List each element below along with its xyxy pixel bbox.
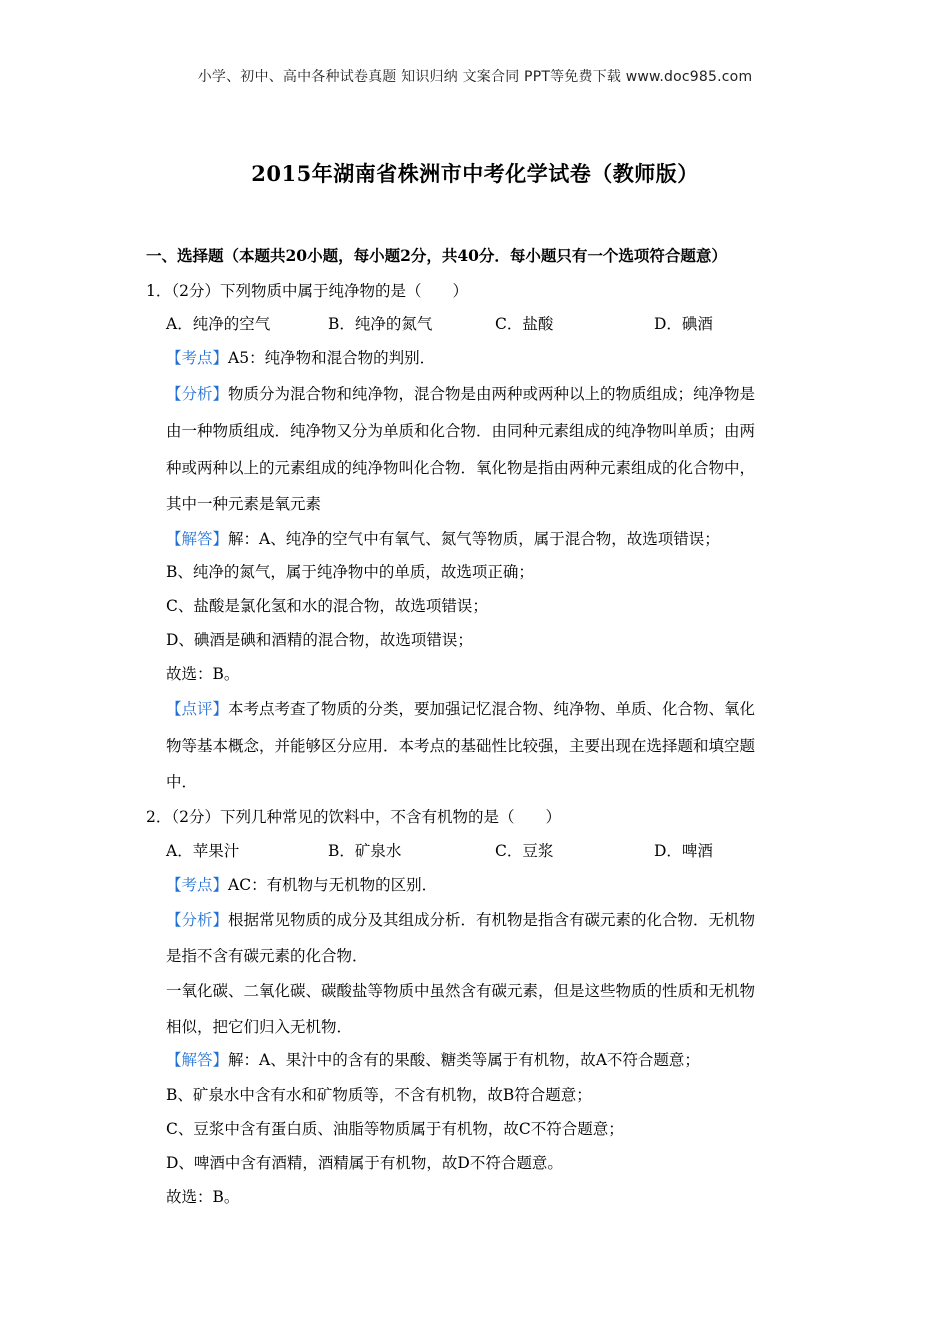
question-2-fenxi-line-1 — [166, 910, 755, 930]
question-2-jieda-line-2: B、矿泉水中含有水和矿物质等，不含有机物，故B符合题意； — [166, 1086, 592, 1104]
question-2-fenxi-line-2: 是指不含有碳元素的化合物． — [166, 947, 368, 965]
question-2-fenxi-line-4: 相似，把它们归入无机物． — [166, 1018, 353, 1036]
question-1-fenxi-line-4: 其中一种元素是氧元素 — [166, 495, 322, 513]
option-b: B．纯净的氮气 — [328, 315, 433, 333]
question-1-dianping-line-3: 中． — [166, 773, 198, 791]
jieda-text: 解：A、果汁中的含有的果酸、糖类等属于有机物，故A不符合题意； — [228, 1051, 700, 1069]
question-1-stem: 1．（2分）下列物质中属于纯净物的是（ ） — [146, 282, 468, 300]
question-1-fenxi-line-2: 由一种物质组成．纯净物又分为单质和化合物．由同种元素组成的纯净物叫单质；由两 — [166, 422, 756, 440]
question-2-kaodian — [166, 875, 437, 895]
option-c: C．盐酸 — [495, 315, 554, 333]
question-1-fenxi-line-1 — [166, 384, 755, 404]
question-1-jieda-line-3: C、盐酸是氯化氢和水的混合物，故选项错误； — [166, 597, 488, 615]
question-1-dianping-line-2: 物等基本概念，并能够区分应用．本考点的基础性比较强，主要出现在选择题和填空题 — [166, 737, 756, 755]
question-2-jieda-line-1 — [166, 1050, 700, 1070]
question-1-jieda-line-1 — [166, 529, 720, 549]
question-1-dianping-line-1 — [166, 699, 755, 719]
question-2-jieda-line-3: C、豆浆中含有蛋白质、油脂等物质属于有机物，故C不符合题意； — [166, 1120, 624, 1138]
page-header: 小学、初中、高中各种试卷真题 知识归纳 文案合同 PPT等免费下载 www.doc985.com — [197, 69, 753, 85]
question-2-fenxi-line-3: 一氧化碳、二氧化碳、碳酸盐等物质中虽然含有碳元素，但是这些物质的性质和无机物 — [166, 982, 756, 1000]
dianping-tag: 【点评】 — [166, 700, 229, 718]
kaodian-tag: 【考点】 — [166, 876, 229, 894]
question-2-jieda-line-4: D、啤酒中含有酒精，酒精属于有机物，故D不符合题意。 — [166, 1154, 563, 1172]
dianping-text: 本考点考查了物质的分类，要加强记忆混合物、纯净物、单质、化合物、氧化 — [228, 700, 756, 718]
fenxi-tag: 【分析】 — [166, 911, 229, 929]
question-1-jieda-line-2: B、纯净的氮气，属于纯净物中的单质，故选项正确； — [166, 563, 534, 581]
fenxi-text: 根据常见物质的成分及其组成分析．有机物是指含有碳元素的化合物．无机物 — [228, 911, 756, 929]
question-1-jieda-line-4: D、碘酒是碘和酒精的混合物，故选项错误； — [166, 631, 473, 649]
option-a: A．苹果汁 — [166, 842, 240, 860]
fenxi-tag: 【分析】 — [166, 385, 229, 403]
question-1-jieda-line-5: 故选：B。 — [166, 665, 240, 683]
kaodian-text: AC：有机物与无机物的区别． — [228, 876, 438, 894]
option-d: D．啤酒 — [654, 842, 713, 860]
kaodian-text: A5：纯净物和混合物的判别． — [228, 349, 436, 367]
page-title: 2015年湖南省株洲市中考化学试卷（教师版） — [251, 161, 699, 186]
jieda-tag: 【解答】 — [166, 530, 229, 548]
question-1-fenxi-line-3: 种或两种以上的元素组成的纯净物叫化合物．氧化物是指由两种元素组成的化合物中， — [166, 459, 756, 477]
question-2-jieda-line-5: 故选：B。 — [166, 1188, 240, 1206]
jieda-text: 解：A、纯净的空气中有氧气、氮气等物质，属于混合物，故选项错误； — [228, 530, 720, 548]
option-a: A．纯净的空气 — [166, 315, 271, 333]
question-1-kaodian — [166, 348, 435, 368]
option-c: C．豆浆 — [495, 842, 554, 860]
fenxi-text: 物质分为混合物和纯净物，混合物是由两种或两种以上的物质组成；纯净物是 — [228, 385, 756, 403]
kaodian-tag: 【考点】 — [166, 349, 229, 367]
question-2-stem: 2．（2分）下列几种常见的饮料中，不含有机物的是（ ） — [146, 808, 561, 826]
jieda-tag: 【解答】 — [166, 1051, 229, 1069]
section-heading: 一、选择题（本题共20小题，每小题2分，共40分．每小题只有一个选项符合题意） — [146, 246, 727, 265]
option-b: B．矿泉水 — [328, 842, 402, 860]
option-d: D．碘酒 — [654, 315, 713, 333]
